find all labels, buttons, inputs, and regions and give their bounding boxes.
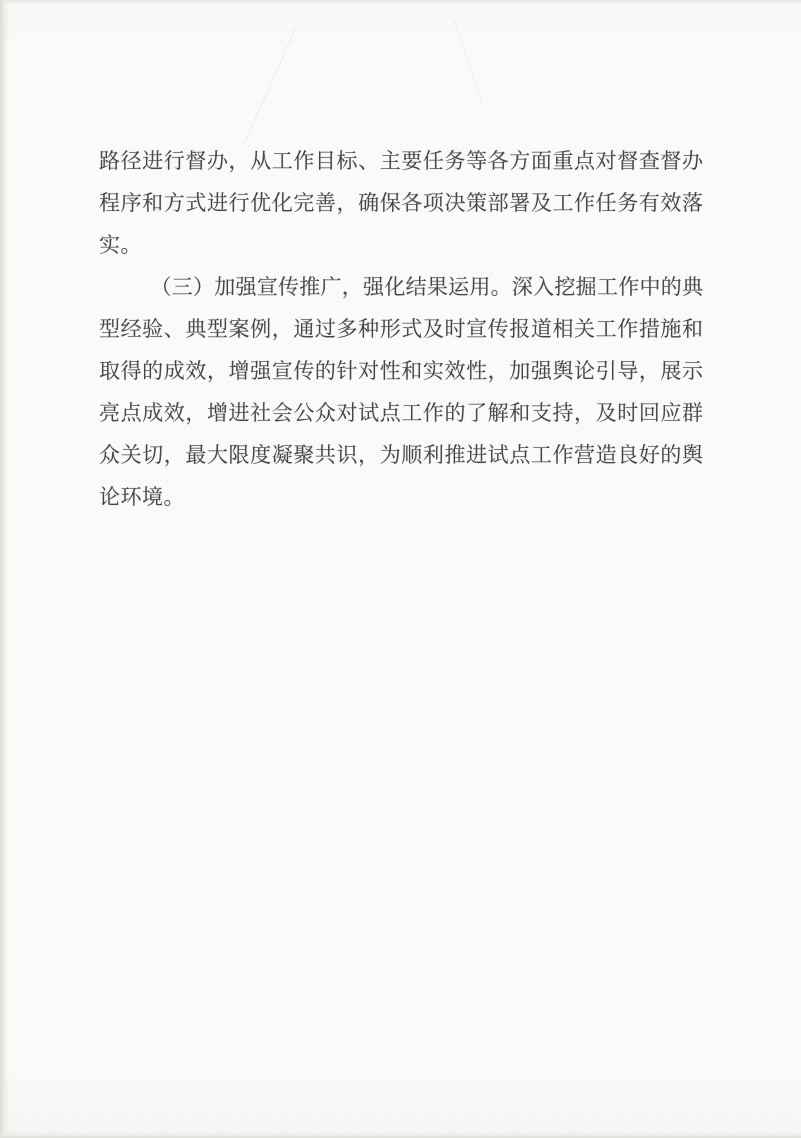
paragraph — [99, 266, 703, 518]
text-line: 实。 — [99, 233, 142, 257]
text-line: 亮点成效，增进社会公众对试点工作的了解和支持，及时回应群 — [99, 401, 703, 425]
text-line: 程序和方式进行优化完善，确保各项决策部署及工作任务有效落 — [99, 191, 703, 215]
scan-edge-left — [0, 0, 9, 1138]
text-line: 路径进行督办，从工作目标、主要任务等各方面重点对督查督办 — [99, 149, 703, 173]
paragraph — [99, 140, 703, 266]
document-body-text — [99, 140, 703, 518]
scan-edge-bottom — [0, 1130, 801, 1138]
scan-edge-top — [0, 0, 801, 4]
text-line: 取得的成效，增强宣传的针对性和实效性，加强舆论引导，展示 — [99, 359, 703, 383]
text-line: 型经验、典型案例，通过多种形式及时宣传报道相关工作措施和 — [99, 317, 703, 341]
paper-crease — [454, 20, 483, 106]
text-line: 众关切，最大限度凝聚共识，为顺利推进试点工作营造良好的舆 — [99, 443, 703, 467]
text-line: （三）加强宣传推广，强化结果运用。深入挖掘工作中的典 — [150, 275, 703, 299]
paper-crease — [245, 27, 297, 142]
text-line: 论环境。 — [99, 485, 185, 509]
